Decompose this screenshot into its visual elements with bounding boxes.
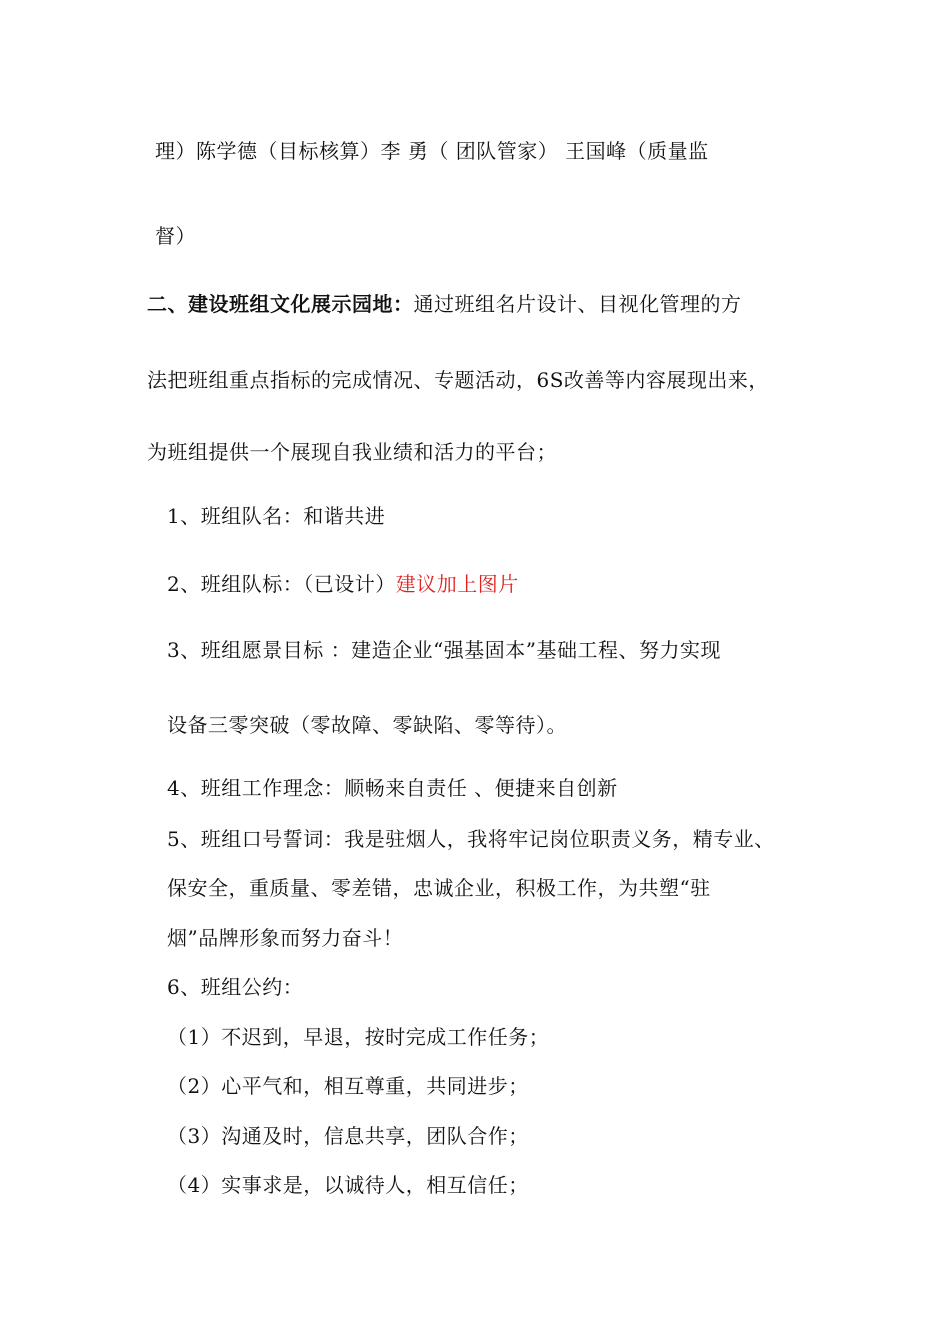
charter-rule: （2）心平气和，相互尊重，共同进步；: [167, 1074, 529, 1098]
item-vision-line-1: 3、班组愿景目标 ：建造企业“强基固本”基础工程、努力实现: [167, 638, 722, 662]
section-2-intro-second: 法把班组重点指标的完成情况、专题活动，6S改善等内容展现出来，: [147, 368, 769, 392]
item-team-name: 1、班组队名：和谐共进: [167, 504, 386, 528]
section-2-intro-first: 通过班组名片设计、目视化管理的方: [413, 292, 742, 316]
charter-rule: （1）不迟到，早退，按时完成工作任务；: [167, 1025, 550, 1049]
item-slogan-line-2: 保安全，重质量、零差错，忠诚企业，积极工作，为共塑“驻: [167, 876, 711, 900]
item-slogan-line-3: 烟”品牌形象而努力奋斗！: [167, 926, 404, 950]
continuation-line-1: 理）陈学德（目标核算）李 勇（ 团队管家） 王国峰（质量监: [155, 139, 709, 163]
item-slogan-line-1: 5、班组口号誓词：我是驻烟人，我将牢记岗位职责义务，精专业、: [167, 827, 775, 851]
section-2-heading: 二、建设班组文化展示园地：: [147, 292, 414, 316]
section-2-intro-third: 为班组提供一个展现自我业绩和活力的平台；: [147, 440, 557, 464]
charter-rule: （4）实事求是，以诚待人，相互信任；: [167, 1173, 529, 1197]
continuation-line-2: 督）: [155, 224, 196, 248]
item-charter-title: 6、班组公约：: [167, 975, 304, 999]
item-vision-line-2: 设备三零突破（零故障、零缺陷、零等待）。: [167, 713, 567, 737]
charter-rule: （3）沟通及时，信息共享，团队合作；: [167, 1124, 529, 1148]
team-logo-text: 2、班组队标：（已设计）: [167, 572, 396, 596]
item-philosophy: 4、班组工作理念：顺畅来自责任 、便捷来自创新: [167, 776, 618, 800]
section-2-first-line: [147, 292, 742, 316]
team-logo-note: 建议加上图片: [395, 572, 519, 596]
item-team-logo: [167, 572, 519, 596]
